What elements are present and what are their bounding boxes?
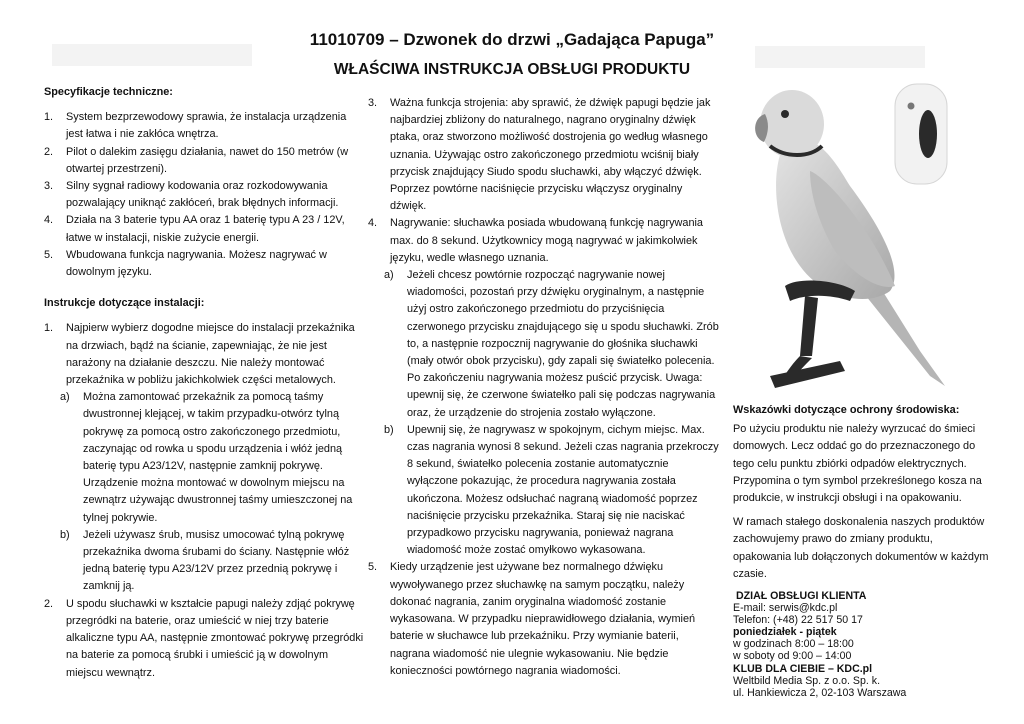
- contact-email: E-mail: serwis@kdc.pl: [733, 602, 838, 615]
- sub-list-item: [44, 527, 366, 596]
- item-number: 3.: [44, 180, 54, 193]
- document-title: 11010709 – Dzwonek do drzwi „Gadająca Papuga”: [309, 30, 715, 49]
- item-text: Silny sygnał radiowy kodowania oraz rozkodowywania pozwalający uniknąć zakłóceń, brak błędnych informacji.: [66, 180, 339, 210]
- list-item: [44, 212, 366, 246]
- item-number: 2.: [44, 597, 54, 610]
- item-text: Nagrywanie: słuchawka posiada wbudowaną funkcję nagrywania max. do 8 sekund. Użytkownicy mogą nagrywać w jakimkolwiek języku, wedle własnego uznania.: [390, 217, 703, 264]
- item-number: 4.: [44, 214, 54, 227]
- specs-list: [44, 109, 366, 281]
- item-letter: a): [60, 391, 70, 404]
- install-heading: Instrukcje dotyczące instalacji:: [44, 297, 205, 310]
- sub-list-item: [368, 422, 720, 560]
- sub-list-item: [368, 267, 720, 422]
- item-letter: a): [384, 269, 394, 282]
- item-text: Upewnij się, że nagrywasz w spokojnym, cichym miejsc. Max. czas nagrania wynosi 8 sekund. Jeżeli czas nagrania przekroczy 8 sekund, światełko polecenia zostanie automatycznie wyłączone pokazując, że procedura nagrywania została ukończona. Możesz odsłuchać nagraną wiadomość poprzez naciśnięcie przycisku przekaźnika. Staraj się nie naciskać przypadkowo przycisku nagrywania, ponieważ nagrana wiadomość może zostać omyłkowo wykasowana.: [407, 423, 719, 557]
- env-heading: Wskazówki dotyczące ochrony środowiska:: [733, 404, 960, 416]
- list-item: [368, 95, 720, 215]
- item-text: U spodu słuchawki w kształcie papugi należy zdjąć pokrywę przegródki na baterie, oraz umieścić w niej trzy baterie alkaliczne typu AA, następnie zmontować pokrywę przegródki na baterie za pomocą śrubki i umieścić ją w dowolnym miejscu wewnątrz.: [66, 597, 364, 679]
- contact-hours: w godzinach 8:00 – 18:00: [733, 638, 854, 651]
- item-text: Wbudowana funkcja nagrywania. Możesz nagrywać w dowolnym języku.: [66, 248, 327, 279]
- item-text: Pilot o dalekim zasięgu działania, nawet do 150 metrów (w otwartej przestrzeni).: [66, 145, 349, 175]
- item-number: 5.: [44, 248, 54, 261]
- faint-background-text-icon: [44, 36, 284, 76]
- faint-background-text-icon: [745, 40, 945, 76]
- item-number: 1.: [44, 322, 54, 335]
- contact-phone: Telefon: (+48) 22 517 50 17: [733, 614, 863, 627]
- list-item: [44, 144, 366, 178]
- item-number: 1.: [44, 111, 54, 124]
- contact-address: ul. Hankiewicza 2, 02-103 Warszawa: [733, 686, 907, 699]
- item-letter: b): [60, 528, 70, 541]
- column-left: [44, 82, 366, 682]
- item-number: 5.: [368, 561, 378, 574]
- doorbell-transmitter-icon: [895, 84, 947, 184]
- column-right: [733, 402, 993, 583]
- item-text: Kiedy urządzenie jest używane bez normalnego dźwięku wywoływanego przez słuchawkę na samym początku, należy dokonać nagrania, zanim oryginalna wiadomość zostanie wykasowana. W przypadku nieprawidłowego działania, wymień baterie w słuchawce lub przekaźniku. Przy wymianie baterii, nagrana wiadomość nie ulegnie wykasowaniu. Nie będzie konieczności powtórnego nagrania wiadomości.: [390, 561, 696, 677]
- list-item: [44, 247, 366, 281]
- env-paragraph: Po użyciu produktu nie należy wyrzucać do śmieci domowych. Lecz oddać go do przeznaczonego do tego celu punktu zbiórki odpadów elektrycznych. Przypomina o tym symbol przekreślonego kosza na produkcie, w instrukcji obsługi i na opakowaniu.: [733, 423, 982, 505]
- customer-service-block: [733, 590, 993, 699]
- contact-brand: KLUB DLA CIEBIE – KDC.pl: [733, 662, 873, 675]
- contact-company: Weltbild Media Sp. z o.o. Sp. k.: [733, 674, 881, 687]
- item-number: 3.: [368, 97, 378, 109]
- list-item: [368, 215, 720, 267]
- contact-hours: w soboty od 9:00 – 14:00: [733, 650, 852, 663]
- parrot-illustration-icon: [730, 76, 970, 402]
- item-number: 4.: [368, 217, 378, 230]
- sub-list-item: [44, 389, 366, 527]
- list-item: [44, 320, 366, 389]
- list-item: [368, 559, 720, 679]
- list-item: [44, 109, 366, 143]
- item-text: Jeżeli chcesz powtórnie rozpocząć nagrywanie nowej wiadomości, pozostań przy dźwięku oryginalnym, a następnie użyj ostro zakończonego przedmiotu do przyciśnięcia czerwonego przycisku znajdującego się u spodu słuchawki. Zrób to, a następnie rozpocznij nagrywanie do głośnika słuchawki (mały otwór obok przycisku), gdy zapali się światełko polecenia. Po zakończeniu nagrywania możesz puścić przycisk. Uwaga: upewnij się, że czerwone światełko pali się podczas nagrywania oraz, że urządzenie do strojenia zostało wyłączone.: [407, 269, 719, 419]
- specs-heading: Specyfikacje techniczne:: [44, 86, 173, 98]
- item-text: Jeżeli używasz śrub, musisz umocować tylną pokrywę przekaźnika dwoma śrubami do ściany. Następnie włóż jedną baterię typu A23/12V przez przednią pokrywę i zamknij ją.: [83, 528, 350, 593]
- contact-heading: DZIAŁ OBSŁUGI KLIENTA: [736, 590, 867, 602]
- item-text: Można zamontować przekaźnik za pomocą taśmy dwustronnej klejącej, w takim przypadku-otwórz tylną pokrywę za pomocą ostro zakończonego przedmiotu, zaczynając od rowka u spodu urządzenia i włóż jedną baterię typu A23/12V, następnie zamknij pokrywę. Urządzenie można montować w dowolnym miejscu na zewnątrz używając dwustronnej taśmy umieszczonej na tylnej pokrywie.: [83, 391, 353, 524]
- document-subtitle: WŁAŚCIWA INSTRUKCJA OBSŁUGI PRODUKTU: [333, 61, 691, 78]
- list-item: [44, 596, 366, 682]
- column-middle: [368, 95, 720, 680]
- item-text: Działa na 3 baterie typu AA oraz 1 baterię typu A 23 / 12V, łatwe w instalacji, niskie zużycie energii.: [66, 214, 345, 244]
- item-number: 2.: [44, 145, 54, 158]
- item-text: System bezprzewodowy sprawia, że instalacja urządzenia jest łatwa i nie zakłóca wnętrza.: [66, 111, 347, 141]
- list-item: [44, 178, 366, 212]
- item-text: Ważna funkcja strojenia: aby sprawić, że dźwięk papugi będzie jak najbardziej zbliżony do naturalnego, nagrano oryginalny dźwięk ptaka, oraz stworzono możliwość dostrojenia go według własnego uznania. Używając ostro zakończonego przedmiotu wciśnij biały przycisk znajdujący Siudo spodu słuchawki, aby włączyć dźwięk. Poprzez powtórne naciśnięcie przycisku włączysz oryginalny dźwięk.: [390, 97, 711, 213]
- env-paragraph: W ramach stałego doskonalenia naszych produktów zachowujemy prawo do zmiany produktu, opakowania lub dołączonych dokumentów w każdym czasie.: [733, 516, 989, 580]
- contact-days: poniedziałek - piątek: [733, 626, 837, 639]
- item-text: Najpierw wybierz dogodne miejsce do instalacji przekaźnika na drzwiach, bądź na ścianie, zapewniając, że nie jest narażony na działanie deszczu. Nie należy montować przekaźnika w pobliżu jakichkolwiek części metalowych.: [66, 322, 355, 387]
- item-letter: b): [384, 423, 394, 436]
